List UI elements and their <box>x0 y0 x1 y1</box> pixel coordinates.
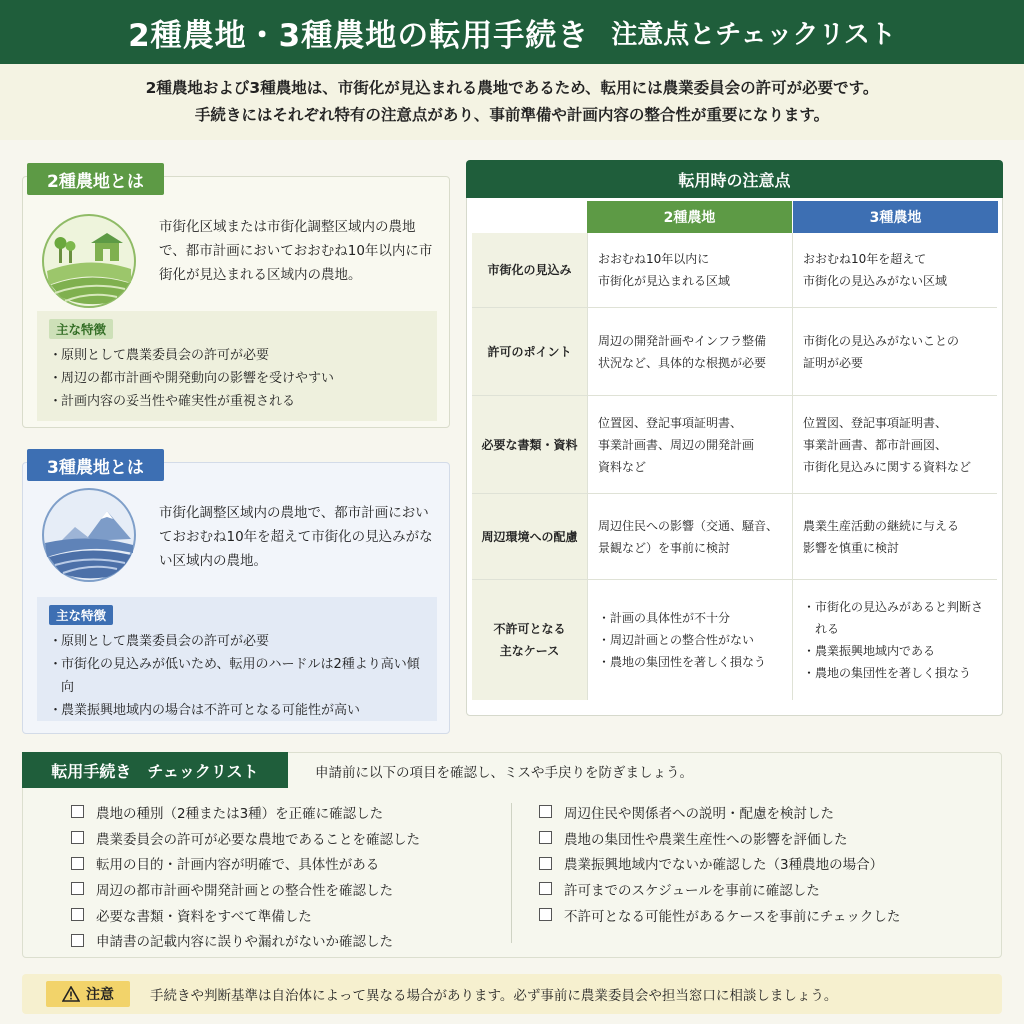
cell-type2: 周辺の開発計画やインフラ整備 状況など、具体的な根拠が必要 <box>587 308 792 395</box>
page-title: 2種農地・3種農地の転用手続き <box>128 17 590 54</box>
checklist-item[interactable]: 農業委員会の許可が必要な農地であることを確認した <box>71 825 501 851</box>
checkbox[interactable] <box>539 831 552 844</box>
checkbox[interactable] <box>539 805 552 818</box>
row-label: 不許可となる 主なケース <box>472 580 587 700</box>
caution-text: 手続きや判断基準は自治体によって異なる場合があります。必ず事前に農業委員会や担当窓口に相談しましょう。 <box>150 988 838 1004</box>
checklist-panel <box>22 752 1002 958</box>
checklist-divider <box>511 803 512 943</box>
checklist-item[interactable]: 必要な書類・資料をすべて準備した <box>71 902 501 928</box>
page-header <box>0 0 1024 64</box>
caution-label: 注意 <box>86 987 114 1003</box>
checklist-item[interactable]: 転用の目的・計画内容が明確で、具体性がある <box>71 850 501 876</box>
type3-feature-label: 主な特徴 <box>49 605 113 625</box>
type2-feature-label: 主な特徴 <box>49 319 113 339</box>
warning-triangle-icon <box>62 986 80 1002</box>
cell-type2: おおむね10年以内に 市街化が見込まれる区域 <box>587 233 792 307</box>
checklist-item[interactable]: 周辺の都市計画や開発計画との整合性を確認した <box>71 876 501 902</box>
cell-type3: 位置図、登記事項証明書、 事業計画書、都市計画図、 市街化見込みに関する資料など <box>792 396 997 493</box>
checklist-item[interactable]: 農業振興地域内でないか確認した（3種農地の場合） <box>539 850 989 876</box>
checklist-left-column <box>71 799 501 953</box>
row-label: 市街化の見込み <box>472 233 587 307</box>
table-corner <box>472 201 587 233</box>
cell-type2: 位置図、登記事項証明書、 事業計画書、周辺の開発計画 資料など <box>587 396 792 493</box>
checklist-item[interactable]: 農地の種別（2種または3種）を正確に確認した <box>71 799 501 825</box>
intro-line-1: 2種農地および3種農地は、市街化が見込まれる農地であるため、転用には農業委員会の許可が必要です。 <box>145 79 879 97</box>
checklist-item[interactable]: 不許可となる可能性があるケースを事前にチェックした <box>539 902 989 928</box>
table-row <box>472 308 997 396</box>
type3-description: 市街化調整区域内の農地で、都市計画においておおむね10年を超えて市街化の見込みがない区域内の農地。 <box>159 505 433 569</box>
type2-tab: 2種農地とは <box>27 163 164 195</box>
checkbox[interactable] <box>539 908 552 921</box>
checklist-item[interactable]: 農地の集団性や農業生産性への影響を評価した <box>539 825 989 851</box>
type2-feature-item: ・ 計画内容の妥当性や確実性が重視される <box>49 394 296 409</box>
checkbox[interactable] <box>539 857 552 870</box>
row-label: 許可のポイント <box>472 308 587 395</box>
row-label: 周辺環境への配慮 <box>472 494 587 579</box>
cell-type2: 周辺住民への影響（交通、騒音、 景観など）を事前に検討 <box>587 494 792 579</box>
checkbox[interactable] <box>71 805 84 818</box>
checkbox[interactable] <box>71 857 84 870</box>
mountain-landscape-icon <box>41 487 137 583</box>
cautions-table <box>472 201 997 700</box>
cell-type3: ・ 市街化の見込みがあると判断される ・ 農業振興地域内である ・ 農地の集団性を著しく損なう <box>792 580 997 700</box>
type3-tab: 3種農地とは <box>27 449 164 481</box>
caution-badge <box>46 981 130 1007</box>
cautions-table-title: 転用時の注意点 <box>466 160 1003 198</box>
checklist-title: 転用手続き チェックリスト <box>22 752 288 788</box>
cell-type3: 農業生産活動の継続に与える 影響を慎重に検討 <box>792 494 997 579</box>
column-header-type2: 2種農地 <box>587 201 792 233</box>
column-header-type3: 3種農地 <box>793 201 998 233</box>
checklist-lead: 申請前に以下の項目を確認し、ミスや手戻りを防ぎましょう。 <box>315 765 693 781</box>
checkbox[interactable] <box>71 934 84 947</box>
cell-type3: 市街化の見込みがないことの 証明が必要 <box>792 308 997 395</box>
row-label: 必要な書類・資料 <box>472 396 587 493</box>
table-row <box>472 396 997 494</box>
caution-bar <box>22 974 1002 1014</box>
page-subtitle: 注意点とチェックリスト <box>611 19 896 50</box>
table-row <box>472 233 997 308</box>
cell-type2: ・ 計画の具体性が不十分 ・ 周辺計画との整合性がない ・ 農地の集団性を著しく損なう <box>587 580 792 700</box>
checklist-right-column <box>539 799 989 927</box>
intro-line-2: 手続きにはそれぞれ特有の注意点があり、事前準備や計画内容の整合性が重要になります。 <box>194 106 830 124</box>
type3-feature-item: ・ 原則として農業委員会の許可が必要 <box>49 634 270 649</box>
table-row <box>472 494 997 580</box>
table-header-row <box>472 201 997 233</box>
checkbox[interactable] <box>71 908 84 921</box>
cautions-table-panel <box>466 160 1003 716</box>
type3-card <box>22 457 450 734</box>
type3-feature-item: ・ 農業振興地域内の場合は不許可となる可能性が高い <box>49 703 361 718</box>
farmland-house-icon <box>41 213 137 309</box>
type2-feature-item: ・ 周辺の都市計画や開発動向の影響を受けやすい <box>49 371 335 386</box>
type3-features <box>37 597 437 721</box>
checkbox[interactable] <box>539 882 552 895</box>
intro-text <box>0 64 1024 140</box>
type3-feature-item: ・ 市街化の見込みが低いため、転用のハードルは2種より高い傾向 <box>49 657 420 695</box>
checkbox[interactable] <box>71 831 84 844</box>
type2-card <box>22 171 450 428</box>
type2-feature-item: ・ 原則として農業委員会の許可が必要 <box>49 348 270 363</box>
checkbox[interactable] <box>71 882 84 895</box>
checklist-item[interactable]: 申請書の記載内容に誤りや漏れがないか確認した <box>71 927 501 953</box>
table-row <box>472 580 997 700</box>
type2-description: 市街化区域または市街化調整区域内の農地で、都市計画においておおむね10年以内に市街化が見込まれる区域内の農地。 <box>159 219 433 283</box>
cell-type3: おおむね10年を超えて 市街化の見込みがない区域 <box>792 233 997 307</box>
checklist-item[interactable]: 周辺住民や関係者への説明・配慮を検討した <box>539 799 989 825</box>
checklist-item[interactable]: 許可までのスケジュールを事前に確認した <box>539 876 989 902</box>
type2-features <box>37 311 437 421</box>
